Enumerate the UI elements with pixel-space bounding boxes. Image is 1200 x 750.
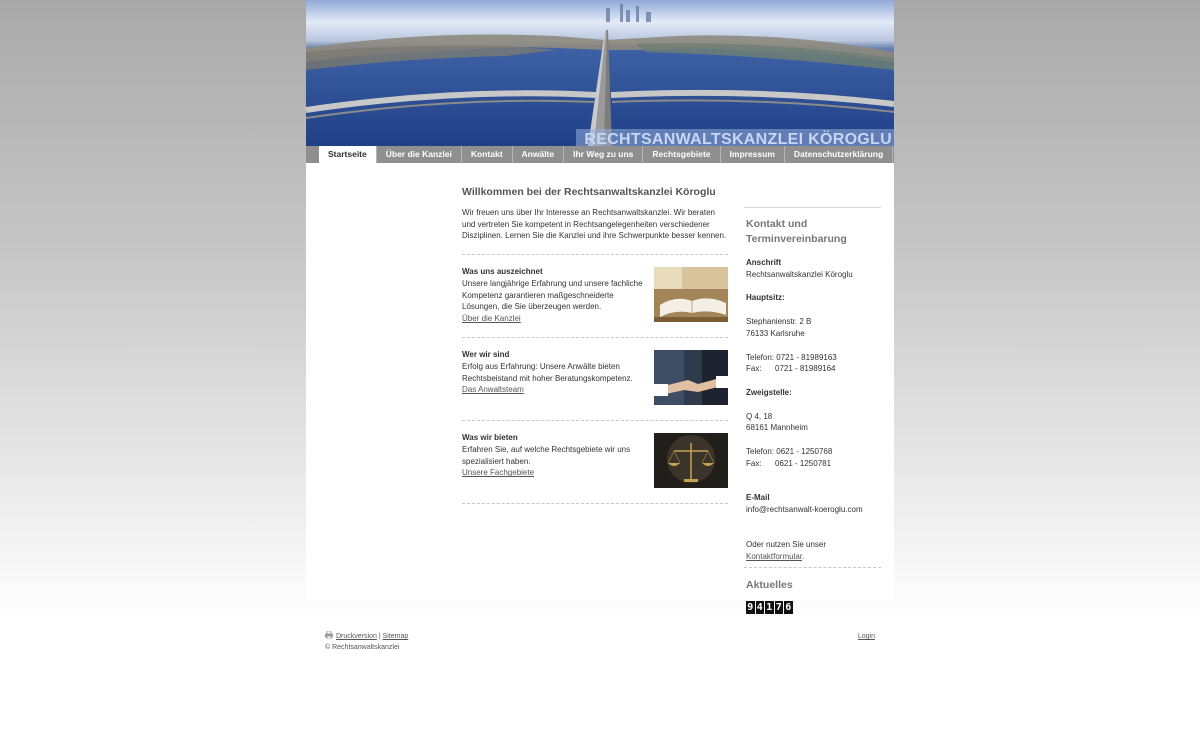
printer-icon	[325, 631, 333, 639]
counter-digit: 6	[785, 602, 792, 614]
nav-startseite[interactable]: Startseite	[319, 146, 377, 163]
form-text: Oder nutzen Sie unser	[746, 539, 827, 549]
branch-fax-label: Fax:	[746, 458, 762, 468]
header-banner	[306, 0, 894, 146]
sitemap-link[interactable]: Sitemap	[382, 633, 409, 640]
hq-fax-label: Fax:	[746, 364, 762, 374]
section-wer-wir-sind	[462, 338, 728, 420]
firm-name: Rechtsanwaltskanzlei Köroglu	[746, 269, 853, 279]
counter-digit: 1	[766, 602, 773, 614]
main-content	[462, 186, 728, 504]
sidebar-divider	[744, 567, 881, 568]
intro-text: Wir freuen uns über Ihr Interesse an Rechtsanwaltskanzlei. Wir beraten und vertreten Sie kompetent in Rechtsangelegenheiten verschiedener Disziplinen. Lernen Sie die Kanzlei und ihre Schwerpunkte besser kennen.	[462, 208, 727, 241]
branch-phone: Telefon: 0621 - 1250768	[746, 447, 833, 457]
page-title: Willkommen bei der Rechtsanwaltskanzlei Köroglu	[462, 186, 716, 198]
address-label: Anschrift	[746, 258, 782, 267]
footer-separator: |	[378, 633, 381, 640]
copyright: © Rechtsanwaltskanzlei	[325, 644, 400, 651]
branch-street: Q 4, 18	[746, 411, 773, 421]
counter-digit: 9	[747, 602, 754, 614]
sidebar	[744, 207, 881, 614]
section-body: Erfahren Sie, auf welche Rechtsgebiete wir uns spezialisiert haben.	[462, 444, 631, 466]
kontaktformular-link[interactable]: Kontaktformular	[746, 551, 803, 561]
hq-city: 76133 Karlsruhe	[746, 328, 805, 338]
nav-kontakt[interactable]: Kontakt	[462, 146, 513, 163]
counter-digit: 4	[756, 602, 763, 614]
sidebar-divider	[744, 207, 881, 208]
email-label: E-Mail	[746, 493, 770, 503]
page-container	[306, 0, 894, 614]
main-nav	[306, 146, 894, 163]
scales-of-justice-image	[654, 433, 728, 488]
open-book-image	[654, 267, 728, 322]
section-heading: Wer wir sind	[462, 350, 510, 360]
section-heading: Was uns auszeichnet	[462, 267, 543, 277]
section-body: Unsere langjährige Erfahrung und unsere fachliche Kompetenz garantieren maßgeschneiderte Lösungen, die Sie überzeugen werden.	[462, 278, 643, 312]
section-heading: Was wir bieten	[462, 433, 518, 443]
handshake-image	[654, 350, 728, 405]
nav-ihr-weg-zu-uns[interactable]: Ihr Weg zu uns	[564, 146, 643, 163]
divider	[462, 503, 728, 504]
nav-anwaelte[interactable]: Anwälte	[513, 146, 565, 163]
email-address[interactable]: info@rechtsanwalt-koeroglu.com	[746, 505, 863, 515]
nav-ueber-die-kanzlei[interactable]: Über die Kanzlei	[377, 146, 462, 163]
branch-fax: 0621 - 1250781	[775, 458, 832, 468]
nav-datenschutzerklaerung[interactable]: Datenschutzerklärung	[785, 146, 893, 163]
news-title: Aktuelles	[746, 579, 793, 592]
section-was-wir-bieten	[462, 421, 728, 503]
footer	[325, 631, 875, 653]
nav-impressum[interactable]: Impressum	[721, 146, 785, 163]
counter-digit: 7	[775, 602, 782, 614]
contact-title: Kontakt und Terminvereinbarung	[746, 218, 847, 245]
login-link[interactable]: Login	[857, 633, 875, 640]
print-version-link[interactable]: Druckversion	[336, 633, 377, 640]
visitor-counter	[746, 601, 881, 614]
hq-street: Stephanienstr. 2 B	[746, 317, 812, 327]
nav-rechtsgebiete[interactable]: Rechtsgebiete	[643, 146, 720, 163]
site-title: RECHTSANWALTSKANZLEI KÖROGLU	[584, 131, 892, 146]
hq-phone: Telefon: 0721 - 81989163	[746, 352, 837, 362]
link-das-anwaltsteam[interactable]: Das Anwaltsteam	[462, 385, 524, 395]
link-unsere-fachgebiete[interactable]: Unsere Fachgebiete	[462, 468, 535, 478]
link-ueber-die-kanzlei[interactable]: Über die Kanzlei	[462, 313, 521, 323]
branch-label: Zweigstelle:	[746, 387, 792, 397]
branch-city: 68161 Mannheim	[746, 423, 808, 433]
section-auszeichnung	[462, 255, 728, 337]
form-suffix: .	[802, 551, 805, 561]
hq-fax: 0721 - 81989164	[775, 364, 836, 374]
hq-label: Hauptsitz:	[746, 293, 785, 303]
bosphorus-bridge-image	[306, 0, 894, 146]
section-body: Erfolg aus Erfahrung: Unsere Anwälte bieten Rechtsbeistand mit hoher Beratungskompetenz.	[462, 361, 633, 383]
